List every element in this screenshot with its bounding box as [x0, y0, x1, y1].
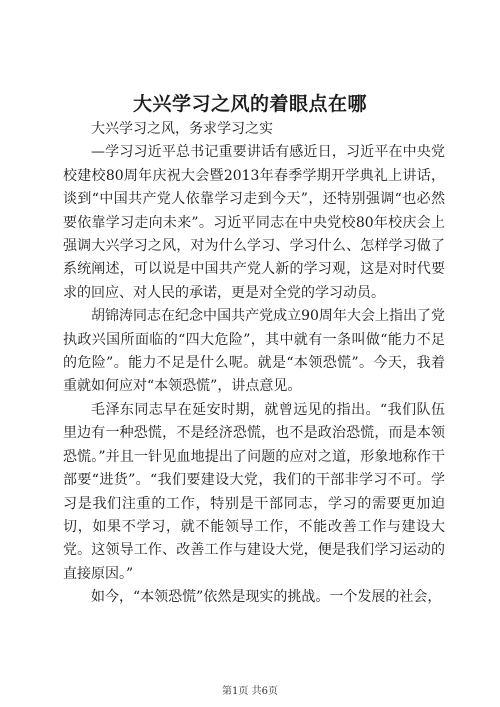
paragraph: 毛泽东同志早在延安时期，就曾远见的指出。“我们队伍里边有一种恐慌，不是经济恐慌，也不是政治恐慌，而是本领恐慌。”并且一针见血地提出了问题的应对之道，形象地称作干部要“进货”。“我们要建设大党，我们的干部非学习不可。学习是我们注重的工作，特别是干部同志，学习的需要更加迫切，如果不学习，就不能领导工作，不能改善工作与建设大党。这领导工作、改善工作与建设大党，便是我们学习运动的直接原因。” [63, 401, 445, 582]
page-number-footer: 第1页 共6页 [222, 686, 278, 697]
paragraph: 胡锦涛同志在纪念中国共产党成立90周年大会上指出了党执政兴国所面临的“四大危险”，其中就有一条叫做“能力不足的危险”。能力不足是什么呢。就是“本领恐慌”。今天，我着重就如何应对“本领恐慌”，讲点意见。 [63, 308, 445, 395]
document-title: 大兴学习之风的着眼点在哪 [132, 93, 367, 115]
paragraph-subtitle: 大兴学习之风，务求学习之实 [91, 121, 273, 137]
paragraph: 如今，“本领恐慌”依然是现实的挑战。一个发展的社会， [91, 589, 442, 606]
document-body [63, 118, 445, 610]
paragraph: —学习习近平总书记重要讲话有感近日，习近平在中央党校建校80周年庆祝大会暨2013年春季学期开学典礼上讲话，谈到“中国共产党人依靠学习走到今天”，还特别强调“也必然要依靠学习走向未来”。习近平同志在中央党校80年校庆会上强调大兴学习之风，对为什么学习、学习什么、怎样学习做了系统阐述，可以说是中国共产党人新的学习观，这是对时代要求的回应、对人民的承诺，更是对全党的学习动员。 [63, 144, 445, 301]
